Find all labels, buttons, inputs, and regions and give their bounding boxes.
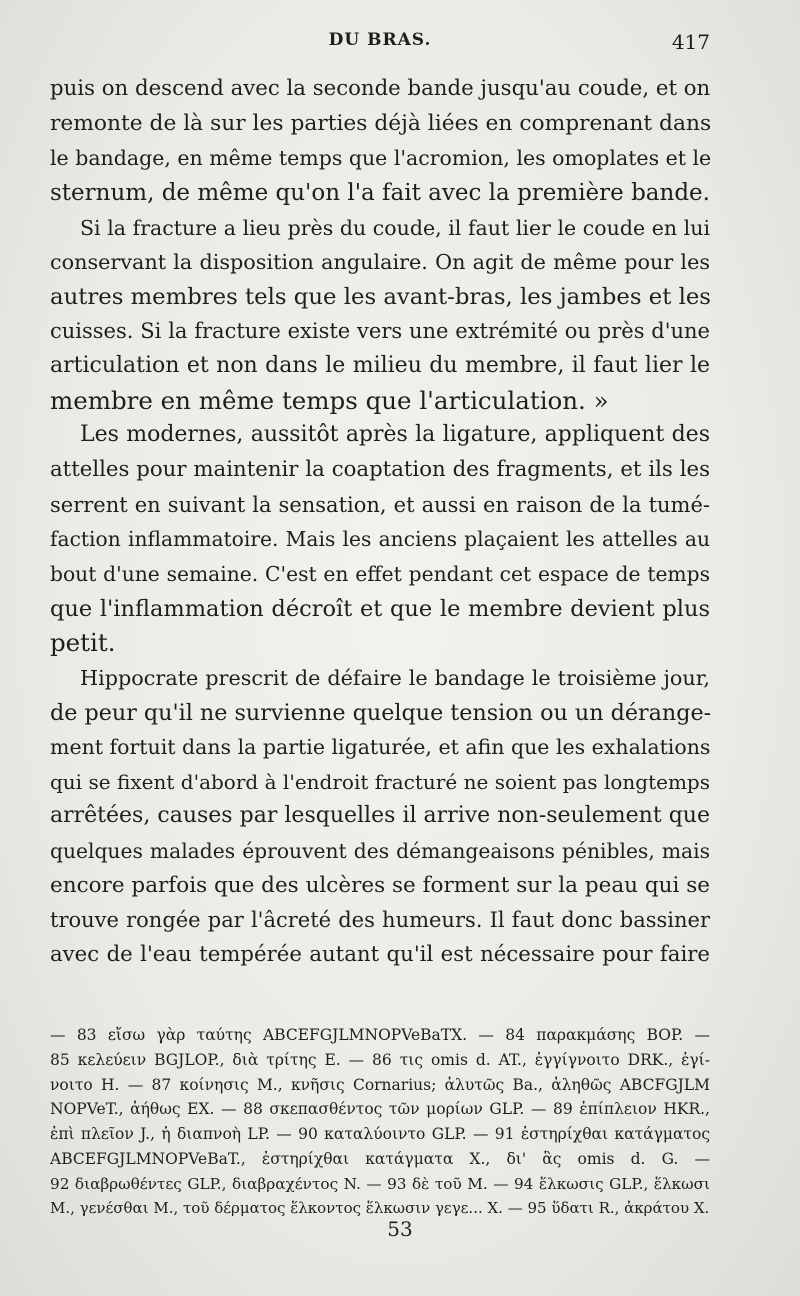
text-line: arrêtées, causes par lesquelles il arrive non-seulement que [50,803,710,829]
footnote-line: — 83 εἴσω γὰρ ταύτης ABCEFGJLMNOPVeBaTX. — 84 παρακμάσης BOP. — [50,1026,710,1044]
text-line: petit. [50,628,116,658]
page-number: 417 [671,30,710,54]
footnote-line: ABCEFGJLMNOPVeBaT., ἐστηρίχθαι κατάγματα X., δι' ἃς omis d. G. — [50,1149,710,1168]
text-line: encore parfois que des ulcères se forment sur la peau qui se [50,872,710,898]
text-line: bout d'une semaine. C'est en effet pendant cet espace de temps [50,561,710,586]
text-line: avec de l'eau tempérée autant qu'il est nécessaire pour faire [50,942,710,968]
text-line: puis on descend avec la seconde bande jusqu'au coude, et on [50,76,711,101]
text-line: articulation et non dans le milieu du membre, il faut lier le [50,353,710,379]
text-line: faction inflammatoire. Mais les anciens plaçaient les attelles au [50,527,710,552]
text-line: cuisses. Si la fracture existe vers une extrémité ou près d'une [50,319,710,344]
footnote-line: ἐπὶ πλεῖον J., ἡ διαπνοὴ LP. — 90 καταλύοιντο GLP. — 91 ἐστηρίχθαι κατάγματος [50,1125,710,1143]
text-line: le bandage, en même temps que l'acromion, les omoplates et le [50,146,712,171]
footnote-line: NOPVeT., ἀήθως EX. — 88 σκεπασθέντος τῶν μορίων GLP. — 89 ἐπίπλειον HKR., [50,1100,710,1119]
footnote-line: νοιτο H. — 87 κοίνησις M., κνῆσις Cornarius; ἀλυτῶς Ba., ἀληθῶς ABCFGJLM [50,1075,710,1094]
main-text [50,72,710,973]
text-line: ment fortuit dans la partie ligaturée, et afin que les exhalations [50,735,711,760]
footnotes [50,1023,710,1221]
text-line: qui se fixent d'abord à l'endroit fracturé ne soient pas longtemps [50,769,710,794]
text-line: membre en même temps que l'articulation. » [50,385,609,415]
text-line: serrent en suivant la sensation, et aussi en raison de la tumé- [50,492,710,517]
text-line: Si la fracture a lieu près du coude, il faut lier le coude en lui [80,215,710,240]
text-line: que l'inflammation décroît et que le membre devient plus [50,595,710,622]
footnote-line: 85 κελεύειν BGJLOP., διὰ τρίτης E. — 86 τις omis d. AT., ἐγγίγνοιτο DRK., ἐγί- [50,1050,710,1069]
page-header [50,30,710,56]
text-line: remonte de là sur les parties déjà liées en comprenant dans [50,110,712,136]
footnote-line: 92 διαβρωθέντες GLP., διαβραχέντος N. — 93 δὲ τοῦ M. — 94 ἕλκωσις GLP., ἕλκωσι [50,1174,710,1193]
text-line: quelques malades éprouvent des démangeaisons pénibles, mais [50,839,710,864]
text-line: conservant la disposition angulaire. On agit de même pour les [50,250,710,275]
text-line: attelles pour maintenir la coaptation des fragments, et ils les [50,457,710,483]
text-line: Les modernes, aussitôt après la ligature, appliquent des [80,422,710,448]
running-head: DU BRAS. [328,30,432,50]
footnote-line: M., γενέσθαι M., τοῦ δέρματος ἕλκοντος ἕλκωσιν γεγε... X. — 95 ὕδατι R., ἀκράτου X. [50,1199,710,1218]
text-line: sternum, de même qu'on l'a fait avec la première bande. [50,179,710,206]
text-line: trouve rongée par l'âcreté des humeurs. Il faut donc bassiner [50,908,710,933]
signature-mark: 53 [387,1217,413,1241]
text-line: autres membres tels que les avant-bras, les jambes et les [50,283,711,310]
text-line: Hippocrate prescrit de défaire le bandage le troisième jour, [80,665,710,690]
text-line: de peur qu'il ne survienne quelque tension ou un dérange- [50,699,712,726]
